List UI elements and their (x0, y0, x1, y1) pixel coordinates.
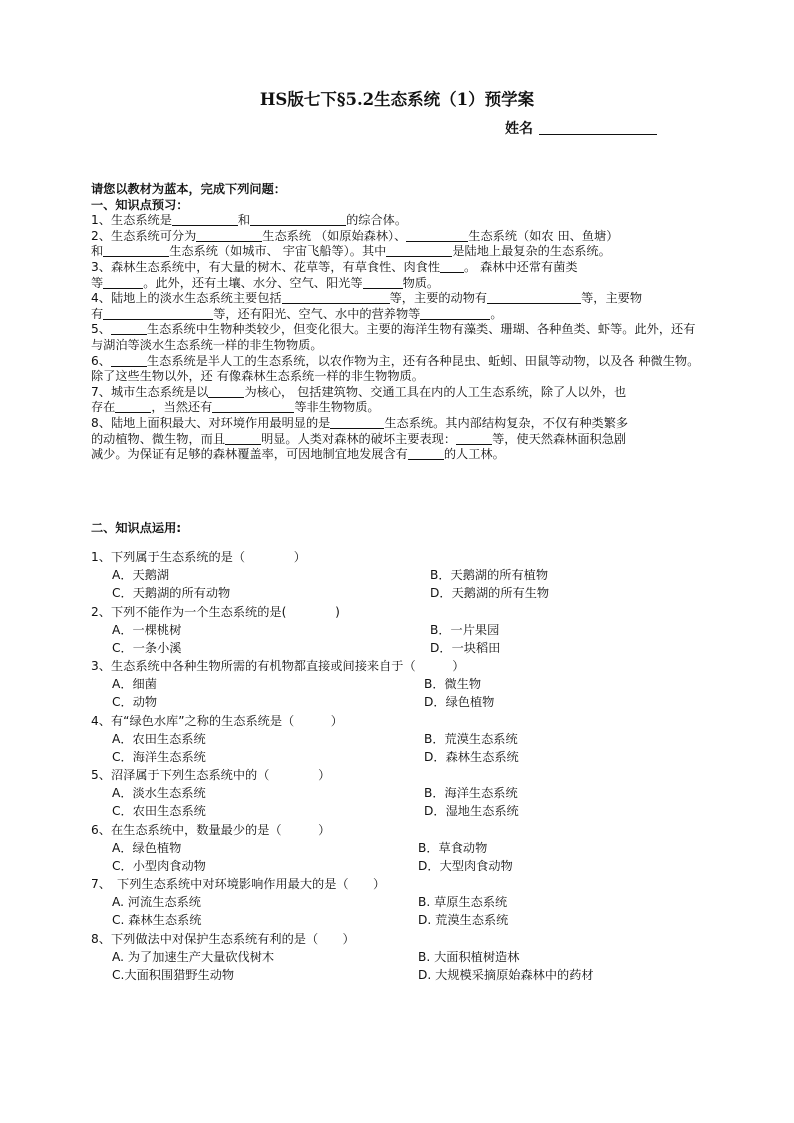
option-a[interactable]: A．天鹅湖 (112, 568, 170, 582)
option-c[interactable]: C．小型肉食动物 (112, 859, 206, 873)
item-8: 8、陆地上面积最大、对环境作用最明显的是 生态系统。其内部结构复杂，不仅有种类繁多 的动植物、微生物，而且 明显。人类对森林的破坏主要表现： 等，使天然森林面积急剧 减少。为保证有足够的森林覆盖率，可因地制宜地发展含有 的人工林。 (91, 415, 629, 462)
fill-blank[interactable] (111, 355, 147, 367)
fill-blank[interactable] (103, 308, 213, 320)
item-2: 2、生态系统可分为 生态系统 （如原始森林）、 生态系统（如农 田、鱼塘） 和 生态系统（如城市、 宇宙飞船等）。其中 是陆地上最复杂的生态系统。 (91, 228, 619, 259)
option-b[interactable]: B．海洋生态系统 (424, 786, 518, 800)
fill-blank[interactable] (208, 386, 244, 398)
option-d[interactable]: D．大型肉食动物 (418, 859, 513, 873)
option-a[interactable]: A．农田生态系统 (112, 732, 206, 746)
option-a[interactable]: A. 河流生态系统 (112, 895, 201, 909)
option-b[interactable]: B. 草原生态系统 (418, 895, 508, 909)
item-6: 6、 生态系统是半人工的生态系统，以农作物为主，还有各种昆虫、蚯蚓、田鼠等动物，以及各 种微生物。除了这些生物以外，还 有像森林生态系统一样的非生物物质。 (91, 353, 700, 384)
question-stem: 5、沼泽属于下列生态系统中的（ ） (91, 768, 331, 782)
name-blank[interactable] (539, 121, 657, 135)
option-c[interactable]: C．海洋生态系统 (112, 750, 206, 764)
item-4: 4、陆地上的淡水生态系统主要包括 等，主要的动物有 等，主要物 有 等，还有阳光、空气、水中的营养物等 。 (91, 291, 643, 321)
section-preview (91, 182, 706, 463)
option-c[interactable]: C．天鹅湖的所有动物 (112, 586, 231, 600)
question-stem: 6、在生态系统中，数量最少的是（ ） (91, 823, 331, 837)
question-stem: 2、下列不能作为一个生态系统的是( ) (91, 605, 340, 619)
item-3: 3、森林生态系统中，有大量的树木、花草等，有草食性、肉食性 。 森林中还常有菌类 等 。此外，还有土壤、水分、空气、阳光等 物质。 (91, 259, 578, 290)
fill-blank[interactable] (386, 245, 452, 257)
question-stem: 7、 下列生态系统中对环境影响作用最大的是（ ） (91, 877, 386, 891)
fill-blank[interactable] (103, 277, 143, 289)
fill-blank[interactable] (282, 292, 390, 304)
option-c[interactable]: C．动物 (112, 695, 158, 709)
fill-blank[interactable] (363, 277, 403, 289)
option-c[interactable]: C．一条小溪 (112, 641, 182, 655)
fill-blank[interactable] (212, 401, 294, 413)
option-d[interactable]: D. 荒漠生态系统 (418, 913, 509, 927)
option-a[interactable]: A．绿色植物 (112, 841, 182, 855)
fill-blank[interactable] (172, 214, 238, 226)
fill-blank[interactable] (196, 230, 262, 242)
option-a[interactable]: A．淡水生态系统 (112, 786, 206, 800)
name-label: 姓名 (505, 121, 533, 137)
option-b[interactable]: B. 大面积植树造林 (418, 950, 520, 964)
item-5: 5、 生态系统中生物种类较少，但变化很大。主要的海洋生物有藻类、珊瑚、各种鱼类、虾等。此外，还有与湖泊等淡水生态系统一样的非生物物质。 (91, 322, 696, 352)
fill-blank[interactable] (250, 214, 346, 226)
option-b[interactable]: B．天鹅湖的所有植物 (430, 568, 549, 582)
question-stem: 4、有“绿色水库”之称的生态系统是（ ） (91, 714, 343, 728)
fill-blank[interactable] (440, 261, 464, 273)
option-b[interactable]: B．荒漠生态系统 (424, 732, 518, 746)
fill-blank[interactable] (111, 323, 147, 335)
fill-blank[interactable] (115, 401, 151, 413)
item-1: 1、生态系统是 和 的综合体。 (91, 213, 408, 228)
fill-blank[interactable] (456, 433, 492, 445)
option-d[interactable]: D．湿地生态系统 (424, 804, 519, 818)
option-d[interactable]: D．天鹅湖的所有生物 (430, 586, 550, 600)
name-field (505, 118, 657, 138)
fill-blank[interactable] (103, 245, 169, 257)
option-c[interactable]: C．农田生态系统 (112, 804, 206, 818)
option-b[interactable]: B．微生物 (424, 677, 482, 691)
fill-blank[interactable] (225, 433, 261, 445)
fill-blank[interactable] (408, 448, 444, 460)
option-b[interactable]: B．草食动物 (418, 841, 488, 855)
option-d[interactable]: D．绿色植物 (424, 695, 495, 709)
page-title: HS版七下§5.2生态系统（1）预学案 (259, 90, 535, 109)
section2-heading: 二、知识点运用: (91, 521, 182, 535)
fill-blank[interactable] (330, 417, 384, 429)
question-stem: 3、生态系统中各种生物所需的有机物都直接或间接来自于（ ） (91, 659, 465, 673)
fill-blank[interactable] (420, 308, 490, 320)
option-c[interactable]: C.大面积围猎野生动物 (112, 968, 235, 982)
section1-heading: 一、知识点预习： (91, 197, 189, 212)
option-c[interactable]: C. 森林生态系统 (112, 913, 202, 927)
option-b[interactable]: B．一片果园 (430, 623, 500, 637)
instruction: 请您以教材为蓝本，完成下列问题： (91, 182, 286, 196)
option-d[interactable]: D．一块稻田 (430, 641, 501, 655)
question-stem: 8、下列做法中对保护生态系统有利的是（ ） (91, 932, 355, 946)
option-d[interactable]: D. 大规模采摘原始森林中的药材 (418, 968, 594, 982)
item-7: 7、城市生态系统是以 为核心， 包括建筑物、交通工具在内的人工生态系统，除了人以外，也 存在 ，当然还有 等非生物物质。 (91, 384, 627, 415)
question-stem: 1、下列属于生态系统的是（ ） (91, 550, 306, 564)
option-a[interactable]: A．细菌 (112, 677, 157, 691)
option-a[interactable]: A. 为了加速生产大量砍伐树木 (112, 950, 275, 964)
fill-blank[interactable] (487, 292, 581, 304)
option-a[interactable]: A．一棵桃树 (112, 623, 182, 637)
option-d[interactable]: D．森林生态系统 (424, 750, 519, 764)
fill-blank[interactable] (406, 230, 468, 242)
